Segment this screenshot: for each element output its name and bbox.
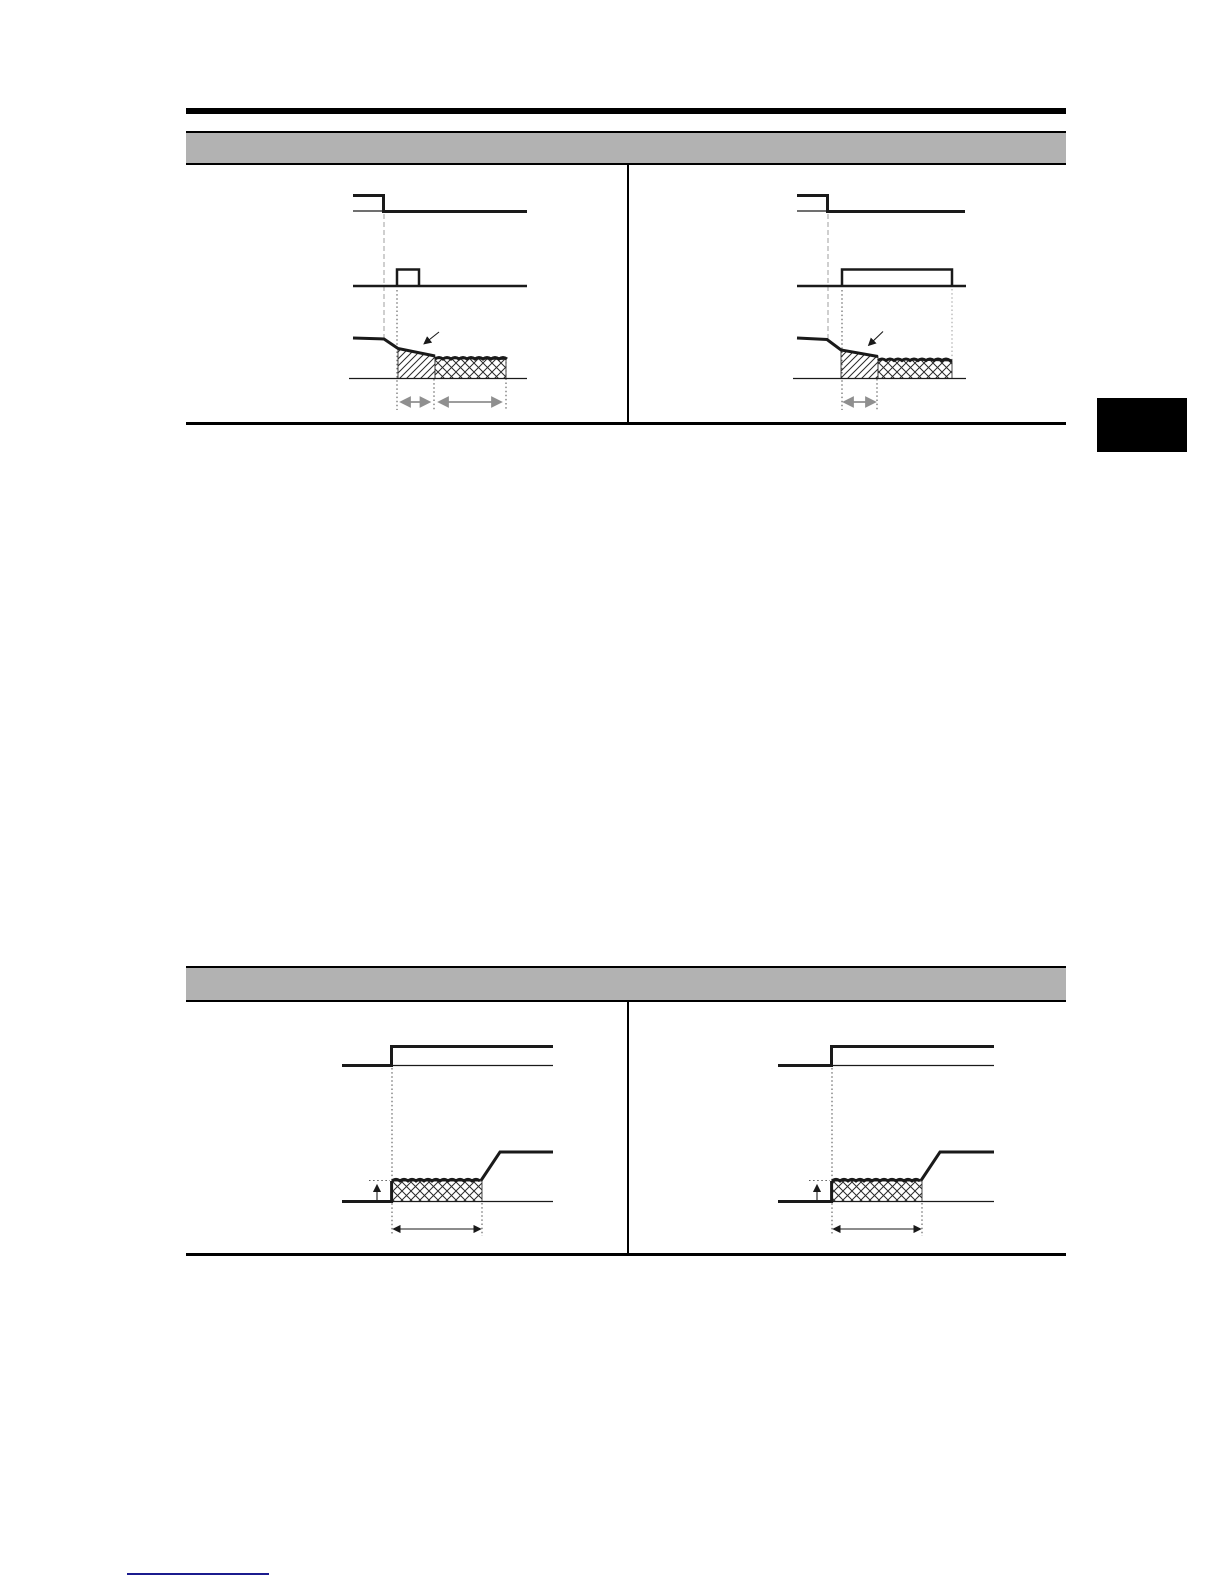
top-table-cell-left bbox=[186, 165, 627, 422]
guide-lines bbox=[384, 214, 506, 410]
column-divider bbox=[627, 1002, 629, 1253]
stop-timing-diagram-long-pulse bbox=[627, 165, 1064, 422]
stop-timing-diagram-short-pulse bbox=[186, 165, 627, 422]
top-table bbox=[186, 131, 1066, 425]
top-table-header-cell-right bbox=[627, 133, 1066, 163]
slope-pointer-arrow bbox=[869, 332, 883, 346]
start-timing-diagram bbox=[186, 1002, 627, 1253]
page-edge-tab bbox=[1097, 398, 1187, 452]
cross-hatch-region bbox=[878, 360, 952, 379]
bottom-table-header-cell-right bbox=[627, 968, 1066, 1000]
start-timing-diagram bbox=[627, 1002, 1064, 1253]
guide-lines bbox=[809, 1068, 922, 1236]
bottom-table bbox=[186, 966, 1066, 1256]
top-table-cell-right bbox=[627, 165, 1066, 422]
bottom-table-header-row bbox=[186, 968, 1066, 1002]
long-pulse-signal bbox=[797, 270, 966, 287]
bottom-table-cell-left bbox=[186, 1002, 627, 1253]
step-up-signal bbox=[778, 1047, 994, 1066]
footnote-link-underline[interactable] bbox=[127, 1573, 269, 1575]
top-table-header-row bbox=[186, 133, 1066, 165]
step-down-signal bbox=[353, 196, 527, 212]
step-down-signal bbox=[797, 196, 965, 212]
top-table-body-row bbox=[186, 165, 1066, 422]
column-divider bbox=[627, 165, 629, 422]
guide-lines bbox=[369, 1068, 482, 1236]
short-pulse-signal bbox=[353, 270, 527, 287]
bottom-table-header-cell-left bbox=[186, 968, 627, 1000]
bottom-table-body-row bbox=[186, 1002, 1066, 1253]
bottom-table-cell-right bbox=[627, 1002, 1066, 1253]
cross-hatch-region bbox=[435, 359, 506, 379]
cross-hatch-region bbox=[832, 1181, 922, 1202]
section-heading-rule bbox=[186, 108, 1066, 114]
cross-hatch-region bbox=[392, 1181, 482, 1202]
slope-pointer-arrow bbox=[425, 332, 440, 344]
guide-lines bbox=[828, 214, 952, 410]
top-table-header-cell-left bbox=[186, 133, 627, 163]
step-up-signal bbox=[342, 1047, 553, 1066]
